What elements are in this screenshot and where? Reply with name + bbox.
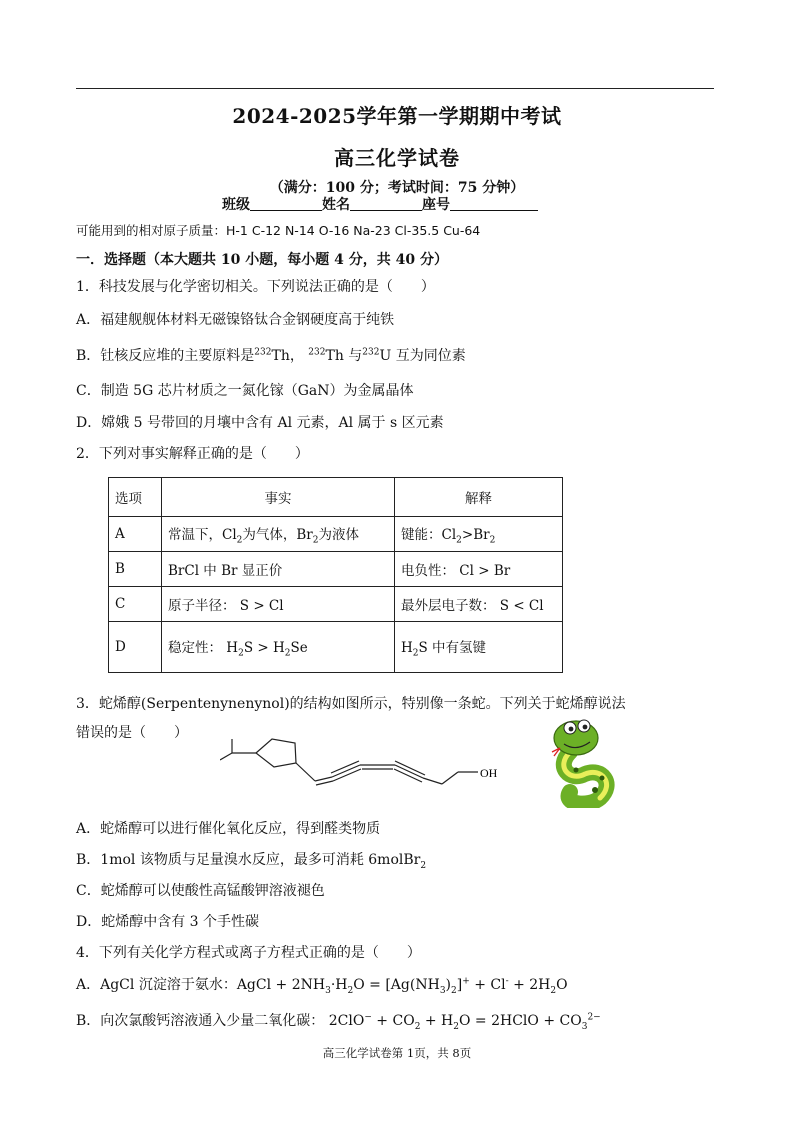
eq-text: + 2H xyxy=(508,977,551,993)
eq-text: + Cl xyxy=(469,977,506,993)
q3-stem-line2: 错误的是（ ） xyxy=(76,725,188,741)
eq-text: O = 2HClO + CO xyxy=(459,1013,582,1029)
subscript: 2 xyxy=(456,535,462,546)
row-option: D xyxy=(109,622,162,673)
eq-text: + H xyxy=(420,1013,454,1029)
row-option: A xyxy=(109,517,162,552)
q1-stem: 1．科技发展与化学密切相关。下列说法正确的是（ ） xyxy=(76,279,435,295)
fact-text: 稳定性： H xyxy=(168,639,239,656)
q1-b-text: B．钍核反应堆的主要原料是 xyxy=(76,348,255,364)
exp-text: >Br xyxy=(461,526,490,543)
fact-text: Se xyxy=(290,639,308,656)
subscript: 2 xyxy=(414,1021,421,1032)
subscript: 2 xyxy=(489,535,496,546)
oh-label: OH xyxy=(480,766,498,780)
row-option: C xyxy=(109,587,162,622)
row-explanation xyxy=(395,517,563,552)
superscript: 2− xyxy=(587,1012,601,1023)
name-label: 姓名 xyxy=(322,197,350,213)
subscript: 2 xyxy=(420,860,427,871)
subscript: 3 xyxy=(581,1021,588,1032)
q1-b-text: U 互为同位素 xyxy=(379,348,466,364)
q4-option-a xyxy=(76,974,568,996)
top-rule xyxy=(76,88,714,89)
q3-option-c: C．蛇烯醇可以使酸性高锰酸钾溶液褪色 xyxy=(76,883,325,899)
subscript: 2 xyxy=(347,985,354,996)
exam-subtitle: 高三化学试卷 xyxy=(334,146,460,170)
q1-option-c: C．制造 5G 芯片材质之一氮化镓（GaN）为金属晶体 xyxy=(76,383,414,399)
name-field[interactable] xyxy=(350,196,422,211)
q2-stem: 2．下列对事实解释正确的是（ ） xyxy=(76,446,309,462)
subscript: 3 xyxy=(325,985,331,996)
page-footer: 高三化学试卷第 1页，共 8页 xyxy=(322,1046,472,1060)
q1-option-a: A．福建舰舰体材料无磁镍铬钛合金钢硬度高于纯铁 xyxy=(76,312,395,328)
row-option: B xyxy=(109,552,162,587)
exp-text: H xyxy=(401,639,413,656)
q3-option-a: A．蛇烯醇可以进行催化氧化反应，得到醛类物质 xyxy=(76,821,381,837)
table-row xyxy=(109,587,563,622)
q1-b-text: Th， xyxy=(271,348,304,364)
subscript: 2 xyxy=(284,648,291,659)
q4-option-b xyxy=(76,1010,601,1032)
row-fact: BrCl 中 Br 显正价 xyxy=(162,552,395,587)
table-header-row xyxy=(109,478,563,517)
row-explanation: 电负性： Cl > Br xyxy=(395,552,563,587)
eq-text: A．AgCl 沉淀溶于氨水：AgCl + 2NH xyxy=(76,977,326,993)
subscript: 2 xyxy=(312,535,319,546)
row-explanation: 最外层电子数： S < Cl xyxy=(395,587,563,622)
subscript: 3 xyxy=(439,985,446,996)
exp-text: 键能：Cl xyxy=(401,526,457,543)
class-label: 班级 xyxy=(222,197,250,213)
fact-text: 为气体，Br xyxy=(242,526,313,543)
header-explanation: 解释 xyxy=(395,478,563,517)
q2-table xyxy=(108,477,563,673)
row-fact xyxy=(162,622,395,673)
exp-text: S 中有氢键 xyxy=(418,639,487,656)
q3-stem-line1: 3．蛇烯醇(Serpentenynenynol)的结构如图所示，特别像一条蛇。下列关于蛇烯醇说法 xyxy=(76,696,626,712)
q3-option-b xyxy=(76,849,426,871)
fact-text: 常温下，Cl xyxy=(168,526,237,543)
section-heading: 一．选择题（本大题共 10 小题，每小题 4 分，共 40 分） xyxy=(76,252,448,268)
subscript: 2 xyxy=(236,535,243,546)
class-field[interactable] xyxy=(250,196,322,211)
seat-field[interactable] xyxy=(450,196,538,211)
table-row xyxy=(109,517,563,552)
subscript: 2 xyxy=(453,1021,459,1032)
subscript: 2 xyxy=(238,648,244,659)
mass-number: 232 xyxy=(254,347,272,358)
mass-number: 232 xyxy=(362,347,380,358)
row-fact xyxy=(162,517,395,552)
q1-option-d: D．嫦娥 5 号带回的月壤中含有 Al 元素，Al 属于 s 区元素 xyxy=(76,415,444,431)
subscript: 2 xyxy=(451,985,457,996)
eq-text: + CO xyxy=(371,1013,415,1029)
eq-text: ·H xyxy=(330,977,348,993)
superscript: - xyxy=(505,976,509,987)
row-explanation xyxy=(395,622,563,673)
q1-b-text: Th 与 xyxy=(325,348,363,364)
row-fact: 原子半径： S > Cl xyxy=(162,587,395,622)
eq-text: O = [Ag(NH xyxy=(353,977,440,993)
seat-label: 座号 xyxy=(422,197,450,213)
superscript: + xyxy=(462,976,470,987)
header-fact: 事实 xyxy=(162,478,395,517)
subscript: 2 xyxy=(550,985,557,996)
header-option: 选项 xyxy=(109,478,162,517)
snake-cartoon-icon xyxy=(540,712,630,808)
fact-text: 为液体 xyxy=(318,526,359,543)
eq-text: ) xyxy=(445,977,452,993)
fact-text: S > H xyxy=(243,639,285,656)
q4-stem: 4．下列有关化学方程式或离子方程式正确的是（ ） xyxy=(76,945,421,961)
table-row xyxy=(109,552,563,587)
serpentenynenynol-structure xyxy=(220,735,510,795)
q3-b-text: B．1mol 该物质与足量溴水反应，最多可消耗 6molBr xyxy=(76,852,421,868)
student-info-row xyxy=(222,194,538,214)
exam-title: 2024-2025学年第一学期期中考试 xyxy=(232,104,562,128)
subscript: 2 xyxy=(412,648,419,659)
table-row xyxy=(109,622,563,673)
q3-option-d: D．蛇烯醇中含有 3 个手性碳 xyxy=(76,914,260,930)
eq-text: O xyxy=(556,977,568,993)
mass-number: 232 xyxy=(308,347,326,358)
atomic-masses: 可能用到的相对原子质量：H-1 C-12 N-14 O-16 Na-23 Cl-35.5 Cu-64 xyxy=(76,223,481,238)
score-time: （满分：100 分；考试时间：75 分钟） xyxy=(269,180,525,196)
eq-text: B．向次氯酸钙溶液通入少量二氧化碳： 2ClO xyxy=(76,1013,365,1029)
eq-text: ] xyxy=(456,977,463,993)
q1-option-b xyxy=(76,345,466,365)
superscript: − xyxy=(364,1012,372,1023)
